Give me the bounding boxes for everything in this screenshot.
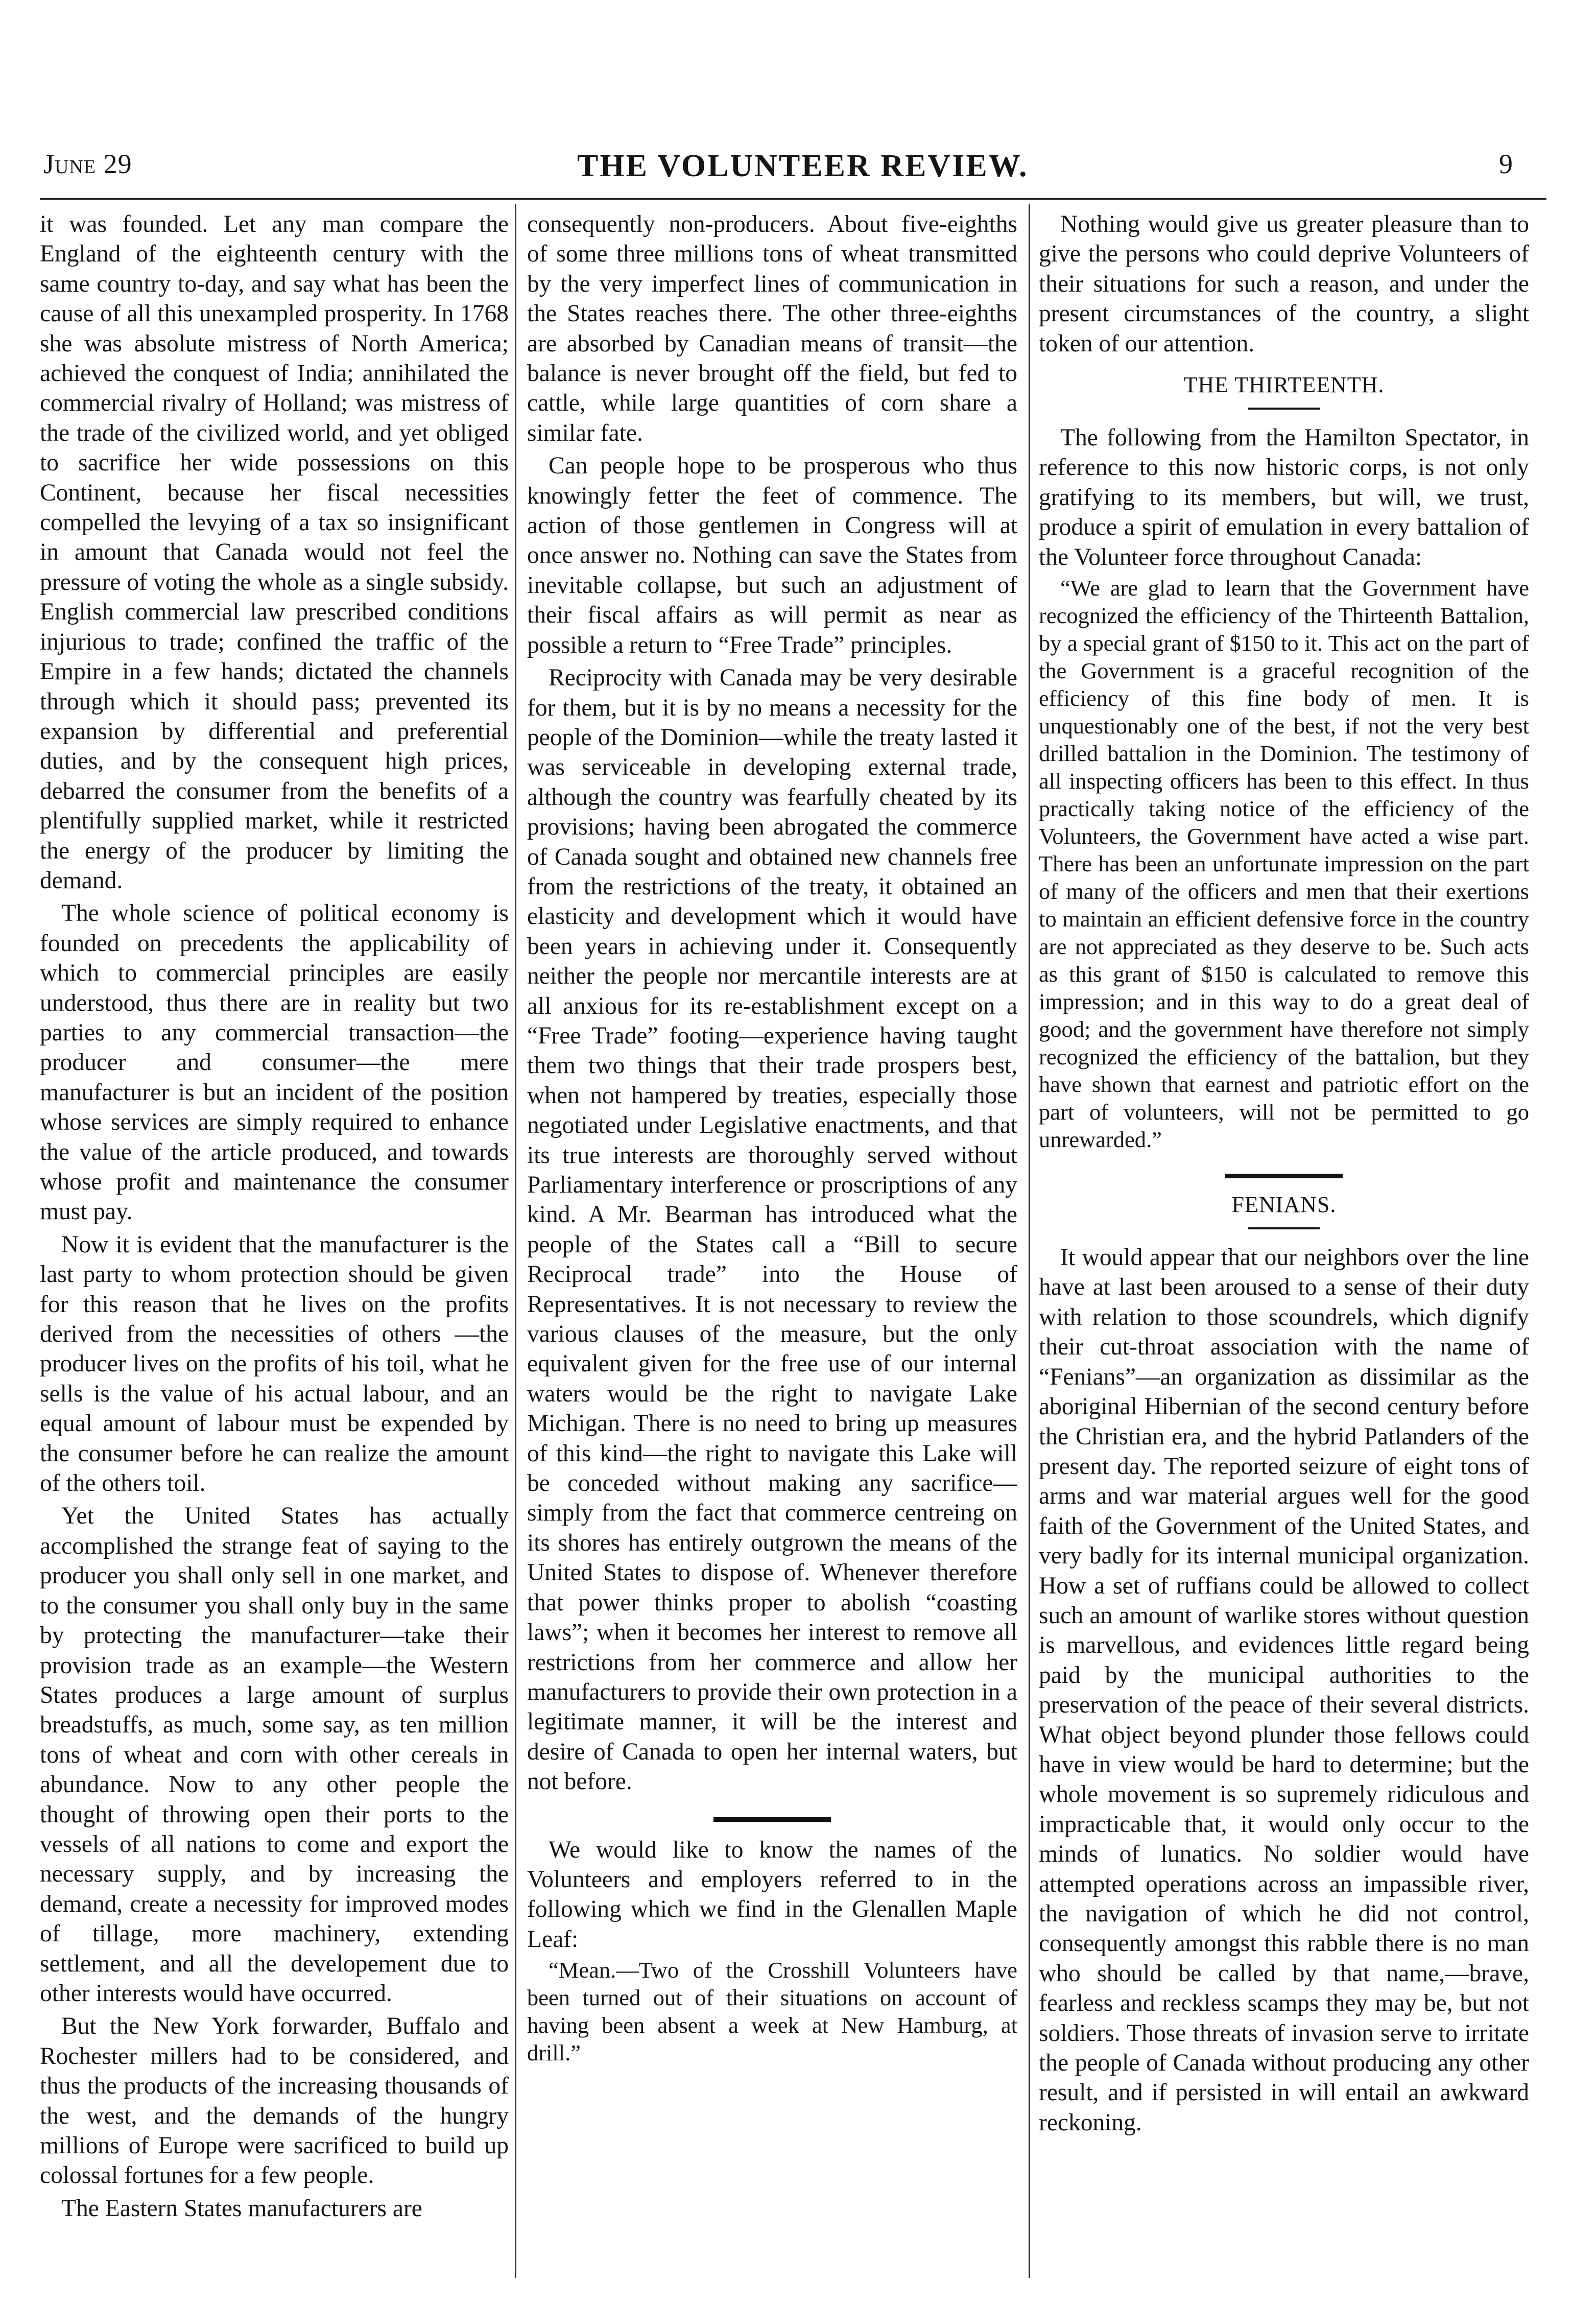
section-title-fenians: FENIANS. <box>1231 1192 1337 1218</box>
col2-paragraph-4: We would like to know the names of the Volunteers and employers referred to in the following which we find in the Glenallen Maple Leaf: <box>527 1836 1017 1953</box>
col3-paragraph-3: It would appear that our neighbors over the line have at last been aroused to a sense of their duty with relation to those scoundrels, which dignify their cut-throat association with the name of “Fenians”—an organization as dissimilar as the aboriginal Hibernian of the second century before the Christian era, and the hybrid Patlanders of the present day. The reported seizure of eight tons of arms and war material argues well for the good faith of the Government of the United States, and very badly for its internal municipal organization. How a set of ruffians could be allowed to collect such an amount of warlike stores without question is marvellous, and evidences little regard being paid by the municipal authorities to the preservation of the peace of their several districts. What object beyond plunder those fellows could have in view would be hard to determine; but the whole movement is so supremely ridiculous and impracticable that, it would only occur to the minds of lunatics. No soldier would have attempted operations across an impassible river, the navigation of which he did not control, consequently amongst this rabble there is no man who should be called by that name,—brave, fearless and reckless scamps they may be, but not soldiers. Those threats of invasion serve to irritate the people of Canada without producing any other result, and if persisted in will entail an awkward reckoning. <box>1039 1244 1529 2136</box>
section-divider <box>713 1817 831 1822</box>
col1-paragraph-2: The whole science of political economy is founded on precedents the applicability of which to commercial principles are easily understood, thus there are in reality but two parties to any commercial transaction—the producer and consumer—the mere manufacturer is but an incident of the position whose services are simply required to enhance the value of the article produced, and towards whose profit and maintenance the consumer must pay. <box>40 900 509 1225</box>
col1-paragraph-5: But the New York forwarder, Buffalo and Rochester millers had to be considered, and thus the products of the increasing thousands of the west, and the demands of the hungry millions of Europe were sacrificed to build up colossal fortunes for a few people. <box>40 2013 509 2189</box>
section-title-thirteenth: THE THIRTEENTH. <box>1183 372 1385 398</box>
page-number: 9 <box>1499 149 1513 179</box>
issue-date: June 29 <box>43 149 132 179</box>
col2-paragraph-3: Reciprocity with Canada may be very desirable for them, but it is by no means a necessity for the people of the Dominion—while the treaty lasted it was serviceable in developing external trade, although the country was fearfully cheated by its provisions; having been abrogated the commerce of Canada sought and obtained new channels free from the restrictions of the treaty, it obtained an elasticity and development which it would have been years in achieving under it. Consequently neither the people nor mercantile interests are at all anxious for its re-establishment except on a “Free Trade” footing—experience having taught them two things that their trade prospers best, when not hampered by treaties, especially those negotiated under Legislative enactments, and that its true interests are thoroughly served without Parliamentary interference or proscriptions of any kind. A Mr. Bearman has introduced what the people of the States call a “Bill to secure Reciprocal trade” into the House of Representatives. It is not necessary to review the various clauses of the measure, but the only equivalent given for the free use of our internal waters would be the right to navigate Lake Michigan. There is no need to bring up measures of this kind—the right to navigate this Lake will be conceded without making any sacrifice—simply from the fact that commerce centreing on its shores has entirely outgrown the means of the United States to dispose of. Whenever therefore that power thinks proper to abolish “coasting laws”; when it becomes her interest to remove all restrictions from her commerce and allow her manufacturers to provide their own protection in a legitimate manner, it will be the interest and desire of Canada to open her internal waters, but not before. <box>527 664 1017 1795</box>
header-rule <box>40 198 1546 200</box>
col2-paragraph-1: consequently non-producers. About five-eighths of some three millions tons of wheat transmitted by the very imperfect lines of communication in the States reaches there. The other three-eighths are absorbed by Canadian means of transit—the balance is never brought off the field, but fed to cattle, while large quantities of corn share a similar fate. <box>527 211 1017 446</box>
masthead-title: THE VOLUNTEER REVIEW. <box>577 149 1029 183</box>
col1-paragraph-3: Now it is evident that the manufacturer is the last party to whom protection should be given for this reason that he lives on the profits derived from the necessities of others —the producer lives on the profits of his toil, what he sells is the value of his actual labour, and an equal amount of labour must be expended by the consumer before he can realize the amount of the others toil. <box>40 1231 509 1497</box>
column-1 <box>40 209 509 2283</box>
column-divider-2 <box>1029 204 1030 2278</box>
col2-paragraph-2: Can people hope to be prosperous who thus knowingly fetter the feet of commence. The action of those gentlemen in Congress will at once answer no. Nothing can save the States from inevitable collapse, but such an adjustment of their fiscal affairs as will permit as near as possible a return to “Free Trade” principles. <box>527 453 1017 658</box>
col3-paragraph-2: The following from the Hamilton Spectator, in reference to this now historic corps, is not only gratifying to its members, but will, we trust, produce a spirit of emulation in every battalion of the Volunteer force throughout Canada: <box>1039 424 1529 571</box>
col1-paragraph-1: it was founded. Let any man compare the England of the eighteenth century with the same country to-day, and say what has been the cause of all this unexampled prosperity. In 1768 she was absolute mistress of North America; achieved the conquest of India; annihilated the commercial rivalry of Holland; was mistress of the trade of the civilized world, and yet obliged to sacrifice her wide possessions on this Continent, because her fiscal necessities compelled the levying of a tax so insignificant in amount that Canada would not feel the pressure of voting the whole as a single subsidy. English commercial law prescribed conditions injurious to trade; confined the traffic of the Empire in a few hands; dictated the channels through which it should pass; prevented its expansion by differential and preferential duties, and by the consequent high prices, debarred the consumer from the benefits of a plentifully supplied market, while it restricted the energy of the producer by limiting the demand. <box>40 211 509 894</box>
col1-paragraph-6: The Eastern States manufacturers are <box>61 2195 422 2222</box>
col1-paragraph-4: Yet the United States has actually accomplished the strange feat of saying to the producer you shall only sell in one market, and to the consumer you shall only buy in the same by protecting the manufacturer—take their provision trade as an example—the Western States produces a large amount of surplus breadstuffs, as much, some say, as ten million tons of wheat and corn with other cereals in abundance. Now to any other people the thought of throwing open their ports to the vessels of all nations to come and export the necessary supply, and by increasing the demand, create a necessity for improved modes of tillage, more machinery, extending settlement, and all the developement due to other interests would have occurred. <box>40 1503 509 2007</box>
title-underline <box>1248 408 1320 410</box>
spectator-quote: “We are glad to learn that the Government have recognized the efficiency of the Thirteenth Battalion, by a special grant of $150 to it. This act on the part of the Government is a graceful recognition of the efficiency of this fine body of men. It is unquestionably one of the best, if not the very best drilled battalion in the Dominion. The testimony of all inspecting officers has been to this effect. In thus practically taking notice of the efficiency of the Volunteers, the Government have acted a wise part. There has been an unfortunate impression on the part of many of the officers and men that their exertions to maintain an efficient defensive force in the country are not appreciated as they deserve to be. Such acts as this grant of $150 is calculated to remove this impression; and in this way to do a great deal of good; and the government have therefore not simply recognized the efficiency of the battalion, but they have shown that earnest and patriotic effort on the part of volunteers, will not be permitted to go unrewarded.” <box>1039 575 1529 1153</box>
section-divider <box>1225 1174 1343 1178</box>
page-header <box>0 148 1596 199</box>
column-2 <box>527 209 1017 2283</box>
column-divider-1 <box>515 204 516 2278</box>
maple-leaf-quote: “Mean.—Two of the Crosshill Volunteers have been turned out of their situations on account of having been absent a week at New Hamburg, at drill.” <box>527 1957 1017 2066</box>
title-underline <box>1248 1227 1320 1229</box>
col3-paragraph-1: Nothing would give us greater pleasure than to give the persons who could deprive Volunteers of their situations for such a reason, and under the present circumstances of the country, a slight token of our attention. <box>1039 211 1529 357</box>
column-3 <box>1039 209 1529 2283</box>
